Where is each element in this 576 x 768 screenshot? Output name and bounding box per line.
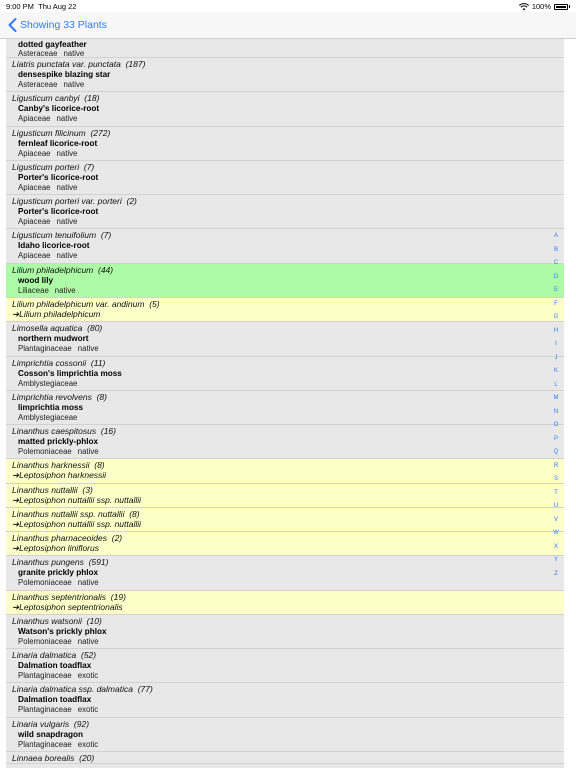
plant-row[interactable]: [6, 161, 564, 195]
common-name: limprichtia moss: [18, 402, 84, 412]
origin-label: native: [77, 344, 99, 354]
family-line: [18, 740, 98, 749]
plant-row[interactable]: [6, 264, 564, 298]
scientific-name-line: [12, 265, 113, 275]
scientific-name-line: [12, 509, 140, 519]
scientific-name: Limprichtia revolvens: [12, 391, 92, 402]
index-letter-c[interactable]: C: [553, 260, 559, 266]
chevron-left-icon: [6, 17, 20, 33]
index-letter-j[interactable]: J: [554, 354, 558, 361]
scientific-name-line: [12, 650, 96, 660]
plant-row[interactable]: [6, 718, 564, 752]
accepted-name-link: ➔Leptosiphon nuttallii ssp. nuttallii: [12, 494, 142, 505]
plant-row[interactable]: [6, 58, 564, 92]
observation-count: (18): [84, 93, 100, 104]
back-button-label: Showing 33 Plants: [20, 19, 107, 31]
family-line: [18, 286, 76, 295]
observation-count: (5): [149, 299, 160, 310]
observation-count: (8): [94, 460, 105, 471]
common-name: Cosson's limprichtia moss: [18, 368, 122, 378]
index-letter-s[interactable]: S: [553, 476, 558, 482]
family-line: [18, 705, 98, 714]
status-time: 9:00 PM: [6, 2, 34, 11]
plant-row[interactable]: [6, 683, 564, 717]
scientific-name: Ligusticum porteri: [12, 161, 80, 172]
origin-label: native: [56, 251, 78, 261]
family-name: Apiaceae: [18, 114, 51, 124]
common-name: northern mudwort: [18, 334, 89, 344]
scientific-name-line: [12, 59, 145, 69]
observation-count: (272): [90, 127, 111, 138]
synonym-row[interactable]: [6, 532, 564, 556]
index-letter-o[interactable]: O: [553, 422, 559, 428]
index-letter-r[interactable]: R: [553, 462, 559, 469]
family-line: [18, 149, 77, 158]
battery-icon: [554, 4, 568, 10]
scientific-name: Ligusticum tenuifolium: [12, 230, 97, 241]
family-name: Polemoniaceae: [18, 578, 72, 588]
battery-tip: [569, 5, 570, 8]
scientific-name: Linanthus nuttallii ssp. nuttallii: [12, 508, 125, 519]
origin-label: native: [77, 447, 99, 457]
accepted-name-link: ➔Leptosiphon nuttallii ssp. nuttallii: [12, 518, 142, 529]
plant-row[interactable]: [6, 649, 564, 683]
family-name: Plantaginaceae: [18, 739, 72, 749]
scientific-name: Linanthus harknessii: [12, 460, 90, 471]
family-line: [18, 114, 77, 123]
plant-row[interactable]: [6, 556, 564, 590]
family-line: [18, 183, 77, 192]
synonym-row[interactable]: [6, 298, 564, 322]
observation-count: (77): [137, 684, 153, 695]
scientific-name: Linaria dalmatica ssp. dalmatica: [12, 684, 133, 695]
index-letter-t[interactable]: T: [554, 489, 558, 496]
observation-count: (7): [83, 161, 95, 172]
plant-row[interactable]: [6, 357, 564, 391]
family-line: [18, 578, 99, 587]
scientific-name-line: [12, 426, 116, 436]
scientific-name-line: [12, 230, 111, 240]
index-letter-g[interactable]: G: [553, 314, 559, 320]
synonym-row[interactable]: [6, 508, 564, 532]
observation-count: (80): [87, 323, 103, 334]
common-name: fernleaf licorice-root: [18, 138, 98, 148]
scientific-name-line: [12, 485, 93, 495]
common-name: Porter's licorice-root: [18, 172, 99, 182]
common-name: Dalmation toadflax: [18, 695, 92, 705]
observation-count: (7): [100, 230, 112, 241]
scientific-name: Linanthus watsonii: [12, 615, 82, 626]
index-letter-l[interactable]: L: [554, 381, 558, 388]
status-right: [519, 2, 570, 11]
index-letter-e[interactable]: E: [553, 287, 558, 293]
scientific-name-line: [12, 753, 94, 763]
common-name: Canby's licorice-root: [18, 104, 100, 114]
family-name: Apiaceae: [18, 251, 51, 261]
origin-label: native: [56, 148, 78, 158]
scientific-name-line: [12, 616, 102, 626]
scientific-name: Lilium philadelphicum: [12, 264, 94, 275]
scientific-name: Linanthus pungens: [12, 557, 84, 568]
origin-label: native: [54, 285, 76, 295]
family-line: [18, 671, 98, 680]
index-letter-n[interactable]: N: [553, 408, 559, 415]
observation-count: (20): [79, 752, 95, 763]
observation-count: (2): [111, 533, 123, 544]
observation-count: (16): [100, 426, 116, 437]
accepted-name-link: ➔Leptosiphon harknessii: [12, 470, 107, 481]
family-name: Amblystegiaceae: [18, 412, 78, 422]
plant-row[interactable]: [6, 229, 564, 263]
scientific-name: Lilium philadelphicum var. andinum: [12, 299, 145, 310]
plant-row[interactable]: [6, 615, 564, 649]
origin-label: native: [63, 80, 85, 89]
family-name: Polemoniaceae: [18, 447, 72, 457]
family-name: Asteraceae: [18, 80, 58, 89]
family-line: [18, 80, 84, 89]
scientific-name-line: [12, 128, 110, 138]
accepted-name-link: ➔Lilium philadelphicum: [12, 309, 101, 320]
index-letter-a[interactable]: A: [553, 233, 558, 239]
scientific-name-line: [12, 392, 107, 402]
scientific-name: Ligusticum filicinum: [12, 127, 86, 138]
plant-row[interactable]: [6, 425, 564, 459]
family-name: Asteraceae: [18, 49, 58, 58]
observation-count: (10): [86, 615, 102, 626]
family-name: Apiaceae: [18, 148, 51, 158]
index-letter-h[interactable]: H: [553, 327, 559, 334]
plant-row[interactable]: [6, 195, 564, 229]
common-name: Idaho licorice-root: [18, 241, 90, 251]
family-line: [18, 344, 99, 353]
scientific-name-line: [12, 533, 122, 543]
scientific-name: Linnaea borealis: [12, 752, 75, 763]
status-date: Thu Aug 22: [38, 2, 77, 11]
scientific-name-line: [12, 299, 160, 309]
family-line: [18, 251, 77, 260]
index-letter-d[interactable]: D: [553, 273, 559, 280]
scientific-name-line: [12, 358, 105, 368]
origin-label: native: [63, 49, 85, 58]
synonym-row[interactable]: [6, 591, 564, 615]
scientific-name-line: [12, 684, 153, 694]
common-name: Porter's licorice-root: [18, 207, 99, 217]
observation-count: (52): [81, 649, 97, 660]
origin-label: exotic: [77, 739, 99, 749]
family-line: [18, 413, 77, 422]
common-name: Watson's prickly phlox: [18, 626, 107, 636]
family-line: [18, 217, 77, 226]
family-name: Plantaginaceae: [18, 670, 72, 680]
common-name: Dalmation toadflax: [18, 660, 92, 670]
scientific-name: Linaria vulgaris: [12, 718, 70, 729]
origin-label: native: [56, 114, 78, 124]
scientific-name: Linanthus nuttallii: [12, 484, 78, 495]
index-letter-u[interactable]: U: [553, 503, 559, 509]
scientific-name-line: [12, 592, 126, 602]
scientific-name-line: [12, 557, 108, 567]
index-letter-w[interactable]: W: [553, 530, 559, 536]
navigation-bar: [0, 12, 576, 39]
synonym-row[interactable]: [6, 484, 564, 508]
observation-count: (11): [90, 357, 106, 368]
index-letter-b[interactable]: B: [553, 246, 558, 253]
index-letter-v[interactable]: V: [553, 516, 558, 523]
origin-label: native: [56, 182, 78, 192]
plant-row[interactable]: [6, 752, 564, 764]
scientific-name: Linaria dalmatica: [12, 649, 77, 660]
family-line: [18, 379, 77, 388]
index-letter-m[interactable]: M: [553, 395, 559, 401]
family-name: Apiaceae: [18, 182, 51, 192]
index-letter-k[interactable]: K: [553, 368, 558, 374]
scientific-name-line: [12, 162, 94, 172]
plant-row[interactable]: [6, 127, 564, 161]
origin-label: native: [77, 578, 99, 588]
index-letter-f[interactable]: F: [554, 300, 558, 307]
index-letter-x[interactable]: X: [553, 543, 558, 550]
index-letter-z[interactable]: Z: [554, 570, 558, 577]
accepted-name-link: ➔Leptosiphon septentrionalis: [12, 601, 123, 612]
origin-label: native: [77, 636, 99, 646]
observation-count: (44): [98, 264, 114, 275]
scientific-name: Limprichtia cossonii: [12, 357, 87, 368]
index-letter-y[interactable]: Y: [553, 557, 558, 563]
plant-row[interactable]: [6, 322, 564, 356]
common-name: dotted gayfeather: [18, 40, 87, 49]
plant-list[interactable]: [6, 39, 564, 768]
synonym-row[interactable]: [6, 459, 564, 483]
scientific-name-line: [12, 196, 137, 206]
common-name: wild snapdragon: [18, 729, 84, 739]
wifi-icon: [519, 3, 529, 11]
status-time-date: [6, 2, 76, 11]
family-name: Amblystegiaceae: [18, 378, 78, 388]
origin-label: exotic: [77, 705, 99, 715]
family-name: Polemoniaceae: [18, 636, 72, 646]
observation-count: (8): [129, 508, 140, 519]
observation-count: (187): [125, 59, 146, 69]
plant-row[interactable]: [6, 92, 564, 126]
accepted-name-link: ➔Leptosiphon liniflorus: [12, 543, 99, 554]
family-line: [18, 49, 84, 58]
scientific-name: Ligusticum canbyi: [12, 93, 80, 104]
scientific-name-line: [12, 719, 89, 729]
observation-count: (591): [88, 557, 109, 568]
plant-row[interactable]: [6, 391, 564, 425]
scientific-name: Liatris punctata var. punctata: [12, 59, 121, 69]
observation-count: (19): [110, 591, 126, 602]
index-letter-p[interactable]: P: [553, 435, 558, 442]
observation-count: (2): [126, 196, 137, 207]
alphabet-index[interactable]: [550, 230, 562, 581]
common-name: wood lily: [18, 275, 54, 285]
scientific-name-line: [12, 323, 102, 333]
family-name: Plantaginaceae: [18, 705, 72, 715]
origin-label: native: [56, 217, 78, 227]
scientific-name: Linanthus pharnaceoides: [12, 533, 107, 544]
plant-row[interactable]: [6, 39, 564, 58]
scientific-name-line: [12, 93, 99, 103]
observation-count: (8): [96, 391, 107, 402]
back-button[interactable]: [6, 17, 107, 33]
family-name: Apiaceae: [18, 217, 51, 227]
scientific-name: Limosella aquatica: [12, 323, 83, 334]
scientific-name: Linanthus septentrionalis: [12, 591, 107, 602]
common-name: matted prickly-phlox: [18, 437, 99, 447]
index-letter-i[interactable]: I: [555, 341, 557, 347]
observation-count: (3): [82, 484, 93, 495]
scientific-name-line: [12, 460, 105, 470]
common-name: granite prickly phlox: [18, 568, 99, 578]
status-bar: [0, 0, 576, 12]
scientific-name: Linanthus caespitosus: [12, 426, 97, 437]
family-name: Liliaceae: [18, 285, 49, 295]
origin-label: exotic: [77, 670, 99, 680]
index-letter-q[interactable]: Q: [553, 449, 559, 455]
family-line: [18, 637, 99, 646]
battery-percent: 100%: [531, 2, 551, 11]
scientific-name: Ligusticum porteri var. porteri: [12, 196, 122, 207]
observation-count: (92): [73, 718, 90, 729]
family-name: Plantaginaceae: [18, 344, 72, 354]
family-line: [18, 447, 99, 456]
common-name: densespike blazing star: [18, 70, 111, 79]
